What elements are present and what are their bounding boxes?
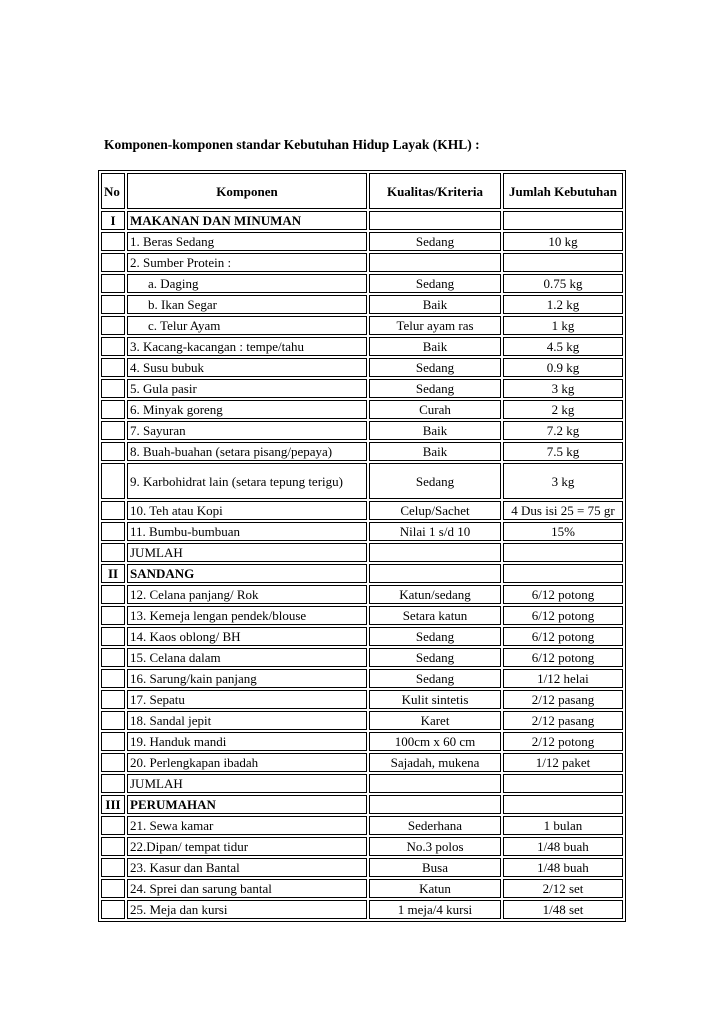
table-row: [101, 690, 623, 709]
row-no-cell: III: [101, 795, 125, 814]
row-no-cell: [101, 274, 125, 293]
row-no-cell: [101, 358, 125, 377]
row-no-cell: [101, 232, 125, 251]
row-komponen-cell: 5. Gula pasir: [127, 379, 367, 398]
row-jumlah-cell: 0.75 kg: [503, 274, 623, 293]
row-komponen-cell: 12. Celana panjang/ Rok: [127, 585, 367, 604]
table-row: [101, 669, 623, 688]
table-row: [101, 379, 623, 398]
row-no-cell: [101, 316, 125, 335]
row-jumlah-cell: 3 kg: [503, 379, 623, 398]
table-row: [101, 211, 623, 230]
row-jumlah-cell: 6/12 potong: [503, 648, 623, 667]
row-kualitas-cell: Katun/sedang: [369, 585, 501, 604]
table-row: [101, 585, 623, 604]
row-kualitas-cell: [369, 795, 501, 814]
row-kualitas-cell: Nilai 1 s/d 10: [369, 522, 501, 541]
row-jumlah-cell: [503, 774, 623, 793]
row-komponen-cell: JUMLAH: [127, 774, 367, 793]
row-jumlah-cell: 2/12 potong: [503, 732, 623, 751]
row-no-cell: [101, 543, 125, 562]
row-jumlah-cell: 1/12 helai: [503, 669, 623, 688]
row-jumlah-cell: 1/12 paket: [503, 753, 623, 772]
table-header-row: [101, 173, 623, 209]
row-komponen-cell: 14. Kaos oblong/ BH: [127, 627, 367, 646]
row-kualitas-cell: 100cm x 60 cm: [369, 732, 501, 751]
row-no-cell: [101, 463, 125, 499]
row-komponen-cell: 3. Kacang-kacangan : tempe/tahu: [127, 337, 367, 356]
row-jumlah-cell: 4.5 kg: [503, 337, 623, 356]
row-no-cell: [101, 379, 125, 398]
table-row: [101, 274, 623, 293]
row-kualitas-cell: Sedang: [369, 463, 501, 499]
row-jumlah-cell: 2 kg: [503, 400, 623, 419]
row-komponen-cell: 16. Sarung/kain panjang: [127, 669, 367, 688]
row-no-cell: [101, 732, 125, 751]
row-no-cell: II: [101, 564, 125, 583]
table-row: [101, 337, 623, 356]
row-no-cell: [101, 253, 125, 272]
row-kualitas-cell: Setara katun: [369, 606, 501, 625]
row-no-cell: [101, 295, 125, 314]
row-komponen-cell: 13. Kemeja lengan pendek/blouse: [127, 606, 367, 625]
row-jumlah-cell: 3 kg: [503, 463, 623, 499]
table-row: [101, 816, 623, 835]
row-jumlah-cell: 4 Dus isi 25 = 75 gr: [503, 501, 623, 520]
table-row: [101, 837, 623, 856]
table-row: [101, 522, 623, 541]
header-kualitas: Kualitas/Kriteria: [369, 173, 501, 209]
table-row: [101, 316, 623, 335]
row-kualitas-cell: Karet: [369, 711, 501, 730]
row-jumlah-cell: [503, 211, 623, 230]
row-jumlah-cell: 2/12 set: [503, 879, 623, 898]
row-komponen-cell: 18. Sandal jepit: [127, 711, 367, 730]
row-kualitas-cell: Kulit sintetis: [369, 690, 501, 709]
row-komponen-cell: 1. Beras Sedang: [127, 232, 367, 251]
row-kualitas-cell: Sedang: [369, 232, 501, 251]
row-jumlah-cell: 10 kg: [503, 232, 623, 251]
row-no-cell: [101, 858, 125, 877]
row-no-cell: [101, 774, 125, 793]
table-row: [101, 543, 623, 562]
row-jumlah-cell: 1 kg: [503, 316, 623, 335]
row-komponen-cell: 22.Dipan/ tempat tidur: [127, 837, 367, 856]
row-komponen-cell: 2. Sumber Protein :: [127, 253, 367, 272]
table-row: [101, 795, 623, 814]
row-jumlah-cell: 1 bulan: [503, 816, 623, 835]
row-komponen-cell: 21. Sewa kamar: [127, 816, 367, 835]
table-row: [101, 400, 623, 419]
table-row: [101, 501, 623, 520]
row-kualitas-cell: Sedang: [369, 669, 501, 688]
row-kualitas-cell: Busa: [369, 858, 501, 877]
row-komponen-cell: 23. Kasur dan Bantal: [127, 858, 367, 877]
row-no-cell: [101, 816, 125, 835]
row-komponen-cell: PERUMAHAN: [127, 795, 367, 814]
row-no-cell: [101, 585, 125, 604]
header-komponen: Komponen: [127, 173, 367, 209]
row-kualitas-cell: Sedang: [369, 648, 501, 667]
row-no-cell: [101, 606, 125, 625]
header-no: No: [101, 173, 125, 209]
row-kualitas-cell: Telur ayam ras: [369, 316, 501, 335]
row-kualitas-cell: Celup/Sachet: [369, 501, 501, 520]
row-no-cell: [101, 337, 125, 356]
row-jumlah-cell: 1/48 buah: [503, 858, 623, 877]
table-row: [101, 253, 623, 272]
row-jumlah-cell: 1.2 kg: [503, 295, 623, 314]
row-kualitas-cell: [369, 774, 501, 793]
row-komponen-cell: 25. Meja dan kursi: [127, 900, 367, 919]
row-kualitas-cell: [369, 211, 501, 230]
row-kualitas-cell: Sedang: [369, 274, 501, 293]
row-jumlah-cell: [503, 543, 623, 562]
row-komponen-cell: 20. Perlengkapan ibadah: [127, 753, 367, 772]
row-jumlah-cell: 7.2 kg: [503, 421, 623, 440]
table-row: [101, 879, 623, 898]
table-row: [101, 442, 623, 461]
table-row: [101, 753, 623, 772]
row-no-cell: [101, 627, 125, 646]
table-row: [101, 358, 623, 377]
table-row: [101, 627, 623, 646]
table-row: [101, 711, 623, 730]
row-kualitas-cell: Curah: [369, 400, 501, 419]
table-row: [101, 774, 623, 793]
row-komponen-cell: JUMLAH: [127, 543, 367, 562]
table-row: [101, 606, 623, 625]
row-no-cell: [101, 711, 125, 730]
table-row: [101, 858, 623, 877]
row-komponen-cell: SANDANG: [127, 564, 367, 583]
row-jumlah-cell: [503, 564, 623, 583]
row-jumlah-cell: 15%: [503, 522, 623, 541]
row-komponen-cell: 4. Susu bubuk: [127, 358, 367, 377]
document-title: Komponen-komponen standar Kebutuhan Hidup Layak (KHL) :: [104, 137, 480, 152]
row-no-cell: [101, 837, 125, 856]
row-no-cell: [101, 522, 125, 541]
row-komponen-cell: 10. Teh atau Kopi: [127, 501, 367, 520]
table-row: [101, 295, 623, 314]
row-komponen-cell: b. Ikan Segar: [127, 295, 367, 314]
row-kualitas-cell: Katun: [369, 879, 501, 898]
row-kualitas-cell: Baik: [369, 421, 501, 440]
row-kualitas-cell: [369, 253, 501, 272]
header-jumlah: Jumlah Kebutuhan: [503, 173, 623, 209]
table-row: [101, 564, 623, 583]
row-komponen-cell: 17. Sepatu: [127, 690, 367, 709]
table-row: [101, 232, 623, 251]
row-jumlah-cell: 7.5 kg: [503, 442, 623, 461]
khl-table: [98, 170, 626, 922]
row-kualitas-cell: Baik: [369, 295, 501, 314]
row-no-cell: [101, 501, 125, 520]
row-jumlah-cell: 6/12 potong: [503, 585, 623, 604]
row-jumlah-cell: 1/48 buah: [503, 837, 623, 856]
table-row: [101, 732, 623, 751]
row-kualitas-cell: Sajadah, mukena: [369, 753, 501, 772]
row-jumlah-cell: [503, 795, 623, 814]
row-komponen-cell: 15. Celana dalam: [127, 648, 367, 667]
table-row: [101, 463, 623, 499]
row-jumlah-cell: 1/48 set: [503, 900, 623, 919]
row-komponen-cell: a. Daging: [127, 274, 367, 293]
row-jumlah-cell: 2/12 pasang: [503, 690, 623, 709]
row-no-cell: [101, 669, 125, 688]
row-kualitas-cell: 1 meja/4 kursi: [369, 900, 501, 919]
row-kualitas-cell: Sedang: [369, 627, 501, 646]
row-no-cell: [101, 400, 125, 419]
row-jumlah-cell: 0.9 kg: [503, 358, 623, 377]
row-komponen-cell: 6. Minyak goreng: [127, 400, 367, 419]
table-body: [101, 211, 623, 919]
row-kualitas-cell: [369, 543, 501, 562]
row-komponen-cell: 8. Buah-buahan (setara pisang/pepaya): [127, 442, 367, 461]
row-jumlah-cell: 6/12 potong: [503, 627, 623, 646]
row-no-cell: [101, 648, 125, 667]
row-kualitas-cell: [369, 564, 501, 583]
row-komponen-cell: 11. Bumbu-bumbuan: [127, 522, 367, 541]
table-row: [101, 648, 623, 667]
row-no-cell: [101, 879, 125, 898]
row-kualitas-cell: Baik: [369, 442, 501, 461]
row-jumlah-cell: [503, 253, 623, 272]
row-no-cell: [101, 753, 125, 772]
row-kualitas-cell: Sederhana: [369, 816, 501, 835]
table-row: [101, 421, 623, 440]
row-komponen-cell: c. Telur Ayam: [127, 316, 367, 335]
row-komponen-cell: 7. Sayuran: [127, 421, 367, 440]
table-row: [101, 900, 623, 919]
row-no-cell: [101, 900, 125, 919]
row-komponen-cell: 19. Handuk mandi: [127, 732, 367, 751]
row-kualitas-cell: Sedang: [369, 358, 501, 377]
row-komponen-cell: 24. Sprei dan sarung bantal: [127, 879, 367, 898]
row-kualitas-cell: Sedang: [369, 379, 501, 398]
row-komponen-cell: 9. Karbohidrat lain (setara tepung terigu): [127, 463, 367, 499]
row-no-cell: [101, 442, 125, 461]
row-jumlah-cell: 6/12 potong: [503, 606, 623, 625]
row-no-cell: I: [101, 211, 125, 230]
row-no-cell: [101, 690, 125, 709]
row-no-cell: [101, 421, 125, 440]
row-kualitas-cell: No.3 polos: [369, 837, 501, 856]
row-komponen-cell: MAKANAN DAN MINUMAN: [127, 211, 367, 230]
row-kualitas-cell: Baik: [369, 337, 501, 356]
row-jumlah-cell: 2/12 pasang: [503, 711, 623, 730]
